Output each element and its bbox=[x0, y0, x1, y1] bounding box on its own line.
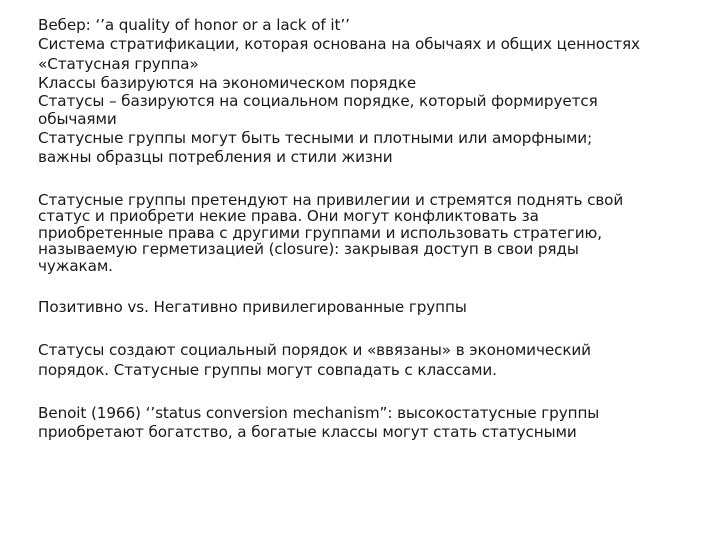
text-line-status-group: «Статусная группа» bbox=[38, 54, 199, 73]
text-line: Статусные группы претендуют на привилегии и стремятся поднять свой bbox=[38, 190, 624, 209]
text-line-classes: Классы базируются на экономическом порядке bbox=[38, 73, 417, 92]
text-line: приобретенные права с другими группами и использовать стратегию, bbox=[38, 223, 602, 242]
paragraph-privileges bbox=[38, 192, 698, 275]
text-line: Позитивно vs. Негативно привилегированные группы bbox=[38, 298, 467, 317]
text-line-obychayami: обычаями bbox=[38, 109, 117, 128]
paragraph-social-order bbox=[38, 341, 698, 380]
text-line: Статусы создают социальный порядок и «ввязаны» в экономический bbox=[38, 341, 591, 360]
text-line: важны образцы потребления и стили жизни bbox=[38, 148, 393, 167]
text-line: статус и приобрети некие права. Они могут конфликтовать за bbox=[38, 207, 539, 226]
paragraph-benoit bbox=[38, 404, 698, 443]
text-line: Статусные группы могут быть тесными и плотными или аморфными; bbox=[38, 128, 593, 147]
spacer bbox=[38, 380, 698, 404]
spacer bbox=[38, 274, 698, 298]
paragraph-positive-negative bbox=[38, 298, 698, 317]
text-line-stratification: Система стратификации, которая основана на обычаях и общих ценностях bbox=[38, 35, 640, 54]
text-line: порядок. Статусные группы могут совпадать с классами. bbox=[38, 360, 497, 379]
text-line: Benoit (1966) ‘’status conversion mechanism”: высокостатусные группы bbox=[38, 403, 600, 422]
paragraph-status-groups bbox=[38, 129, 698, 168]
text-line: чужакам. bbox=[38, 256, 113, 275]
text-line-statuses: Статусы – базируются на социальном порядке, который формируется bbox=[38, 92, 598, 111]
spacer bbox=[38, 168, 698, 192]
slide-text bbox=[38, 16, 698, 443]
text-line-weber: Вебер: ‘’a quality of honor or a lack of it’’ bbox=[38, 16, 350, 34]
text-line: приобретают богатство, а богатые классы могут стать статусными bbox=[38, 423, 577, 442]
text-line: называемую герметизацией (closure): закрывая доступ в свои ряды bbox=[38, 240, 579, 259]
spacer bbox=[38, 317, 698, 341]
